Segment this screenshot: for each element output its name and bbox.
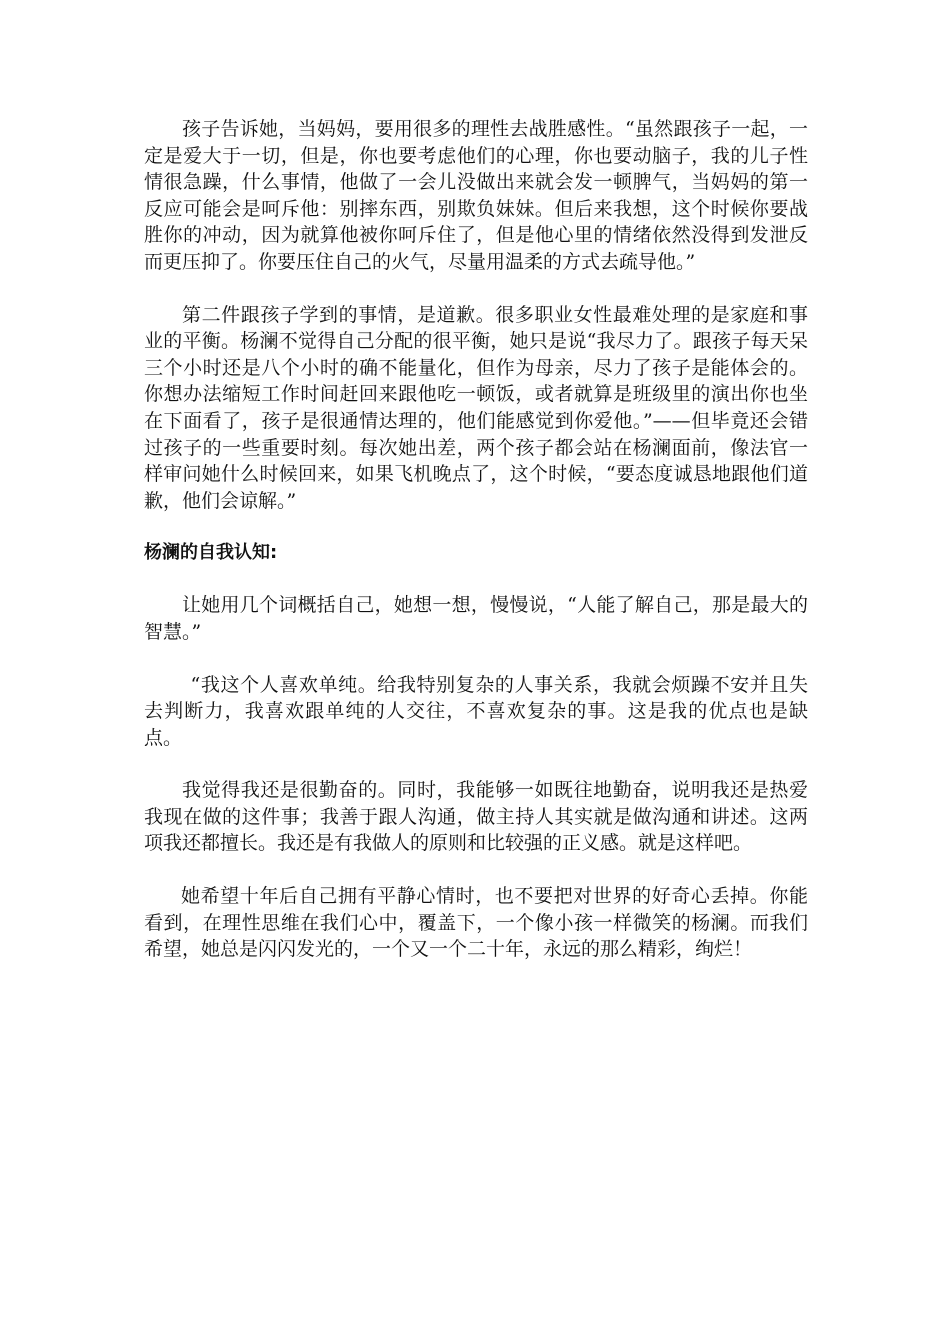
document-page: [144, 116, 808, 989]
section-heading: 杨澜的自我认知:: [144, 542, 278, 564]
paragraph-simplicity: “我这个人喜欢单纯。给我特别复杂的人事关系，我就会烦躁不安并且失去判断力，我喜欢跟单纯的人交往，不喜欢复杂的事。这是我的优点也是缺点。: [144, 673, 808, 749]
paragraph-diligence: 我觉得我还是很勤奋的。同时，我能够一如既往地勤奋，说明我还是热爱我现在做的这件事；我善于跟人沟通，做主持人其实就是做沟通和讲述。这两项我还都擅长。我还是有我做人的原则和比较强的正义感。就是这样吧。: [144, 779, 808, 855]
paragraph-self-summary: 让她用几个词概括自己，她想一想，慢慢说，“人能了解自己，那是最大的智慧。”: [144, 594, 808, 643]
paragraph-apology: 第二件跟孩子学到的事情，是道歉。很多职业女性最难处理的是家庭和事业的平衡。杨澜不觉得自己分配的很平衡，她只是说“我尽力了。跟孩子每天呆三个小时还是八个小时的确不能量化，但作为母亲，尽力了孩子是能体会的。你想办法缩短工作时间赶回来跟他吃一顿饭，或者就算是班级里的演出你也坐在下面看了，孩子是很通情达理的，他们能感觉到你爱他。”——但毕竟还会错过孩子的一些重要时刻。每次她出差，两个孩子都会站在杨澜面前，像法官一样审问她什么时候回来，如果飞机晚点了，这个时候，“要态度诚恳地跟他们道歉，他们会谅解。”: [144, 303, 808, 512]
paragraph-closing: 她希望十年后自己拥有平静心情时，也不要把对世界的好奇心丢掉。你能看到，在理性思维在我们心中，覆盖下，一个像小孩一样微笑的杨澜。而我们希望，她总是闪闪发光的，一个又一个二十年，永远的那么精彩，绚烂！: [144, 885, 808, 961]
paragraph-rational-parenting: 孩子告诉她，当妈妈，要用很多的理性去战胜感性。“虽然跟孩子一起，一定是爱大于一切，但是，你也要考虑他们的心理，你也要动脑子，我的儿子性情很急躁，什么事情，他做了一会儿没做出来就会发一顿脾气，当妈妈的第一反应可能会是呵斥他：别摔东西，别欺负妹妹。但后来我想，这个时候你要战胜你的冲动，因为就算他被你呵斥住了，但是他心里的情绪依然没得到发泄反而更压抑了。你要压住自己的火气，尽量用温柔的方式去疏导他。”: [144, 118, 808, 273]
